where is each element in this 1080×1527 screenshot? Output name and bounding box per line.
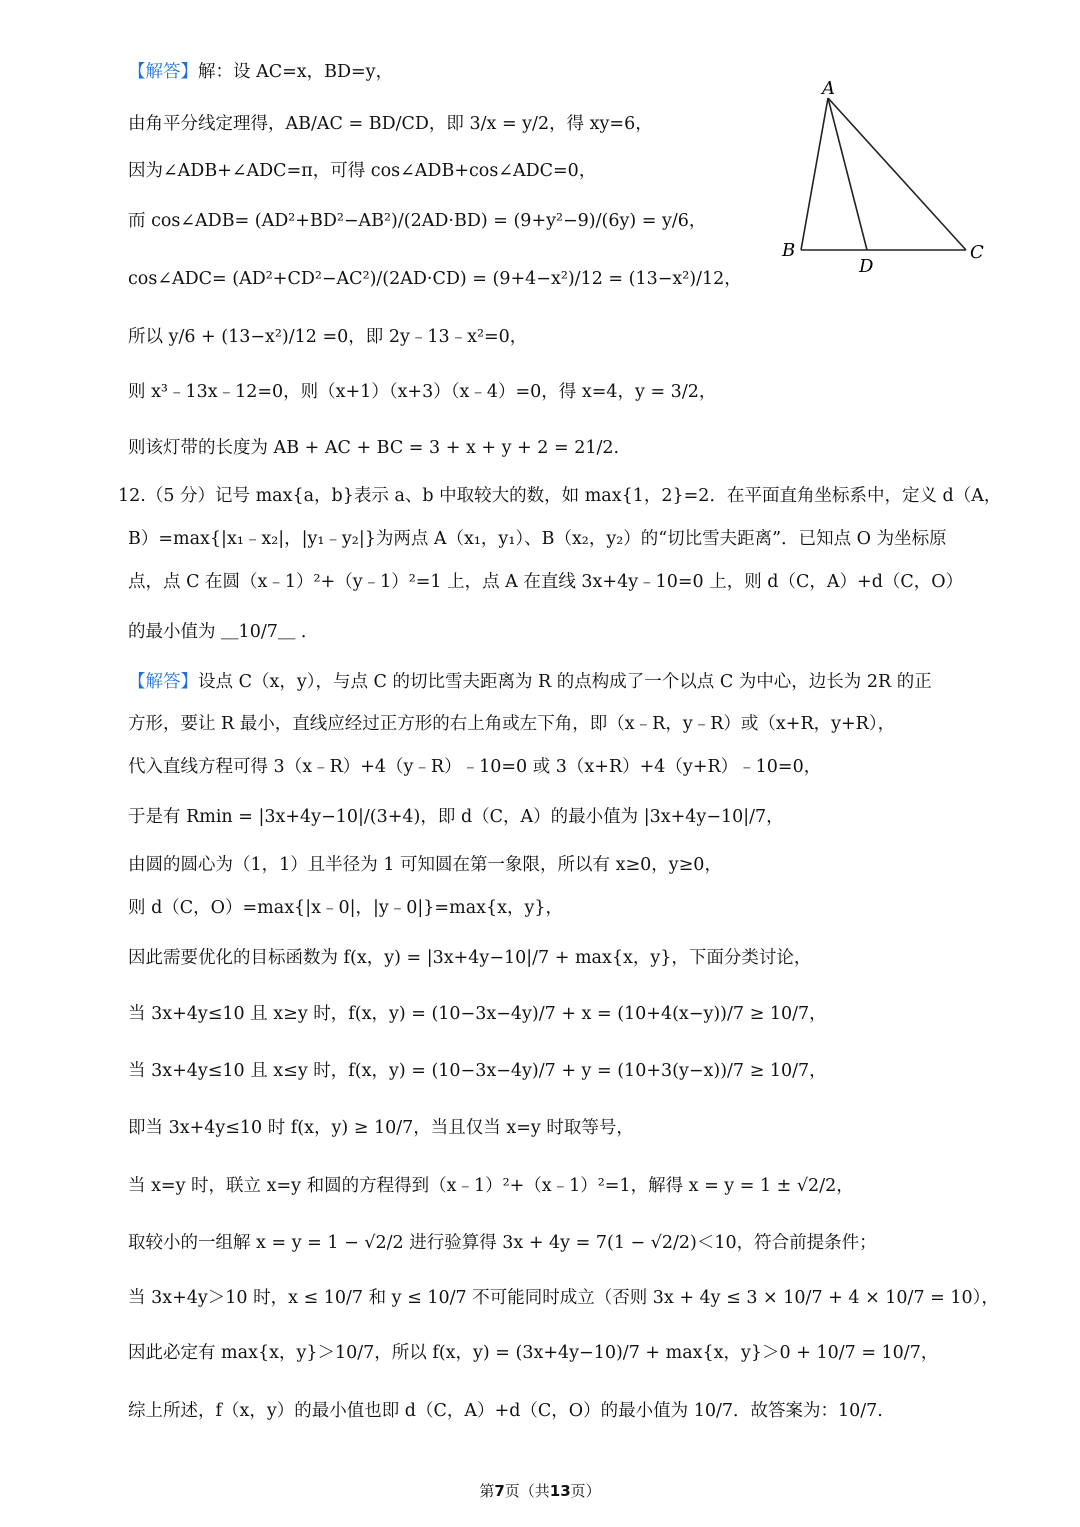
solution-12-line-10: 即当 3x+4y≤10 时 f(x，y) ≥ 10/7，当且仅当 x=y 时取等号， — [128, 1118, 634, 1138]
side-ac — [828, 98, 966, 250]
label-b: B — [782, 240, 796, 261]
solution-11-line-5: cos∠ADC= (AD²+CD²−AC²)/(2AD·CD) = (9+4−x²)/12 = (13−x²)/12， — [128, 269, 742, 289]
solution-11-line-3: 因为∠ADB+∠ADC=π，可得 cos∠ADB+cos∠ADC=0， — [128, 161, 597, 181]
solution-11-line-1: 【解答】解：设 AC=x，BD=y， — [128, 62, 394, 82]
solution-12-line-11: 当 x=y 时，联立 x=y 和圆的方程得到（x﹣1）²+（x﹣1）²=1，解得 x = y = 1 ± √2/2， — [128, 1176, 854, 1196]
solution-12-line-12: 取较小的一组解 x = y = 1 − √2/2 进行验算得 3x + 4y = 7(1 − √2/2)＜10，符合前提条件； — [128, 1233, 877, 1253]
solution-12-line-15: 综上所述，f（x，y）的最小值也即 d（C，A）+d（C，O）的最小值为 10/7．故答案为：10/7. — [128, 1401, 883, 1421]
solution-12-line-4: 于是有 Rmin = |3x+4y−10|/(3+4)，即 d（C，A）的最小值为 |3x+4y−10|/7， — [128, 807, 784, 827]
solution-11-line-7: 则 x³﹣13x﹣12=0，则（x+1）（x+3）（x﹣4）=0，得 x=4，y = 3/2， — [128, 382, 717, 402]
page-number: 7 — [494, 1482, 505, 1500]
problem-12-line-4: 的最小值为 ＿10/7＿ ． — [128, 622, 319, 642]
solution-12-line-2: 方形，要让 R 最小，直线应经过正方形的右上角或左下角，即（x﹣R，y﹣R）或（x+R，y+R）， — [128, 714, 896, 734]
solution-12-line-6: 则 d（C，O）=max{|x﹣0|，|y﹣0|}=max{x，y}， — [128, 898, 564, 918]
solution-12-line-7: 因此需要优化的目标函数为 f(x，y) = |3x+4y−10|/7 + max{x，y}，下面分类讨论， — [128, 948, 812, 968]
solution-12-line-13: 当 3x+4y＞10 时，x ≤ 10/7 和 y ≤ 10/7 不可能同时成立（否则 3x + 4y ≤ 3 × 10/7 + 4 × 10/7 = 10）， — [128, 1288, 999, 1308]
answer-tag: 【解答】 — [128, 62, 198, 82]
solution-11-line-2: 由角平分线定理得，AB/AC = BD/CD，即 3/x = y/2，得 xy=6， — [128, 114, 653, 134]
problem-12-line-2: B）=max{|x₁﹣x₂|，|y₁﹣y₂|}为两点 A（x₁，y₁）、B（x₂，y₂）的“切比雪夫距离”．已知点 O 为坐标原 — [128, 529, 947, 549]
solution-12-line-9: 当 3x+4y≤10 且 x≤y 时，f(x，y) = (10−3x−4y)/7 + y = (10+3(y−x))/7 ≥ 10/7， — [128, 1061, 827, 1081]
solution-11-line-4: 而 cos∠ADB= (AD²+BD²−AB²)/(2AD·BD) = (9+y²−9)/(6y) = y/6， — [128, 211, 707, 231]
triangle-figure — [770, 76, 1000, 276]
label-d: D — [859, 256, 874, 276]
label-a: A — [822, 78, 835, 99]
solution-12-line-3: 代入直线方程可得 3（x﹣R）+4（y﹣R）﹣10=0 或 3（x+R）+4（y+R）﹣10=0， — [128, 757, 822, 777]
segment-ad — [828, 98, 867, 250]
label-c: C — [970, 242, 984, 263]
total-pages: 13 — [549, 1482, 571, 1500]
solution-12-line-5: 由圆的圆心为（1，1）且半径为 1 可知圆在第一象限，所以有 x≥0，y≥0， — [128, 855, 722, 875]
solution-11-line-6: 所以 y/6 + (13−x²)/12 =0，即 2y﹣13﹣x²=0， — [128, 327, 528, 347]
solution-12-line-14: 因此必定有 max{x，y}＞10/7，所以 f(x，y) = (3x+4y−10)/7 + max{x，y}＞0 + 10/7 = 10/7， — [128, 1343, 939, 1363]
problem-12-line-3: 点，点 C 在圆（x﹣1）²+（y﹣1）²=1 上，点 A 在直线 3x+4y﹣10=0 上，则 d（C，A）+d（C，O） — [128, 572, 964, 592]
answer-tag: 【解答】 — [128, 672, 198, 692]
solution-12-line-8: 当 3x+4y≤10 且 x≥y 时，f(x，y) = (10−3x−4y)/7 + x = (10+4(x−y))/7 ≥ 10/7， — [128, 1004, 827, 1024]
solution-12-line-1: 【解答】设点 C（x，y），与点 C 的切比雪夫距离为 R 的点构成了一个以点 C 为中心，边长为 2R 的正 — [128, 672, 932, 692]
problem-12-line-1: 12.（5 分）记号 max{a，b}表示 a、b 中取较大的数，如 max{1，2}=2．在平面直角坐标系中，定义 d（A， — [118, 486, 1002, 506]
side-ab — [801, 98, 828, 250]
solution-11-line-8: 则该灯带的长度为 AB + AC + BC = 3 + x + y + 2 = 21/2. — [128, 438, 620, 458]
page-footer: 第7页（共13页） — [479, 1482, 601, 1500]
